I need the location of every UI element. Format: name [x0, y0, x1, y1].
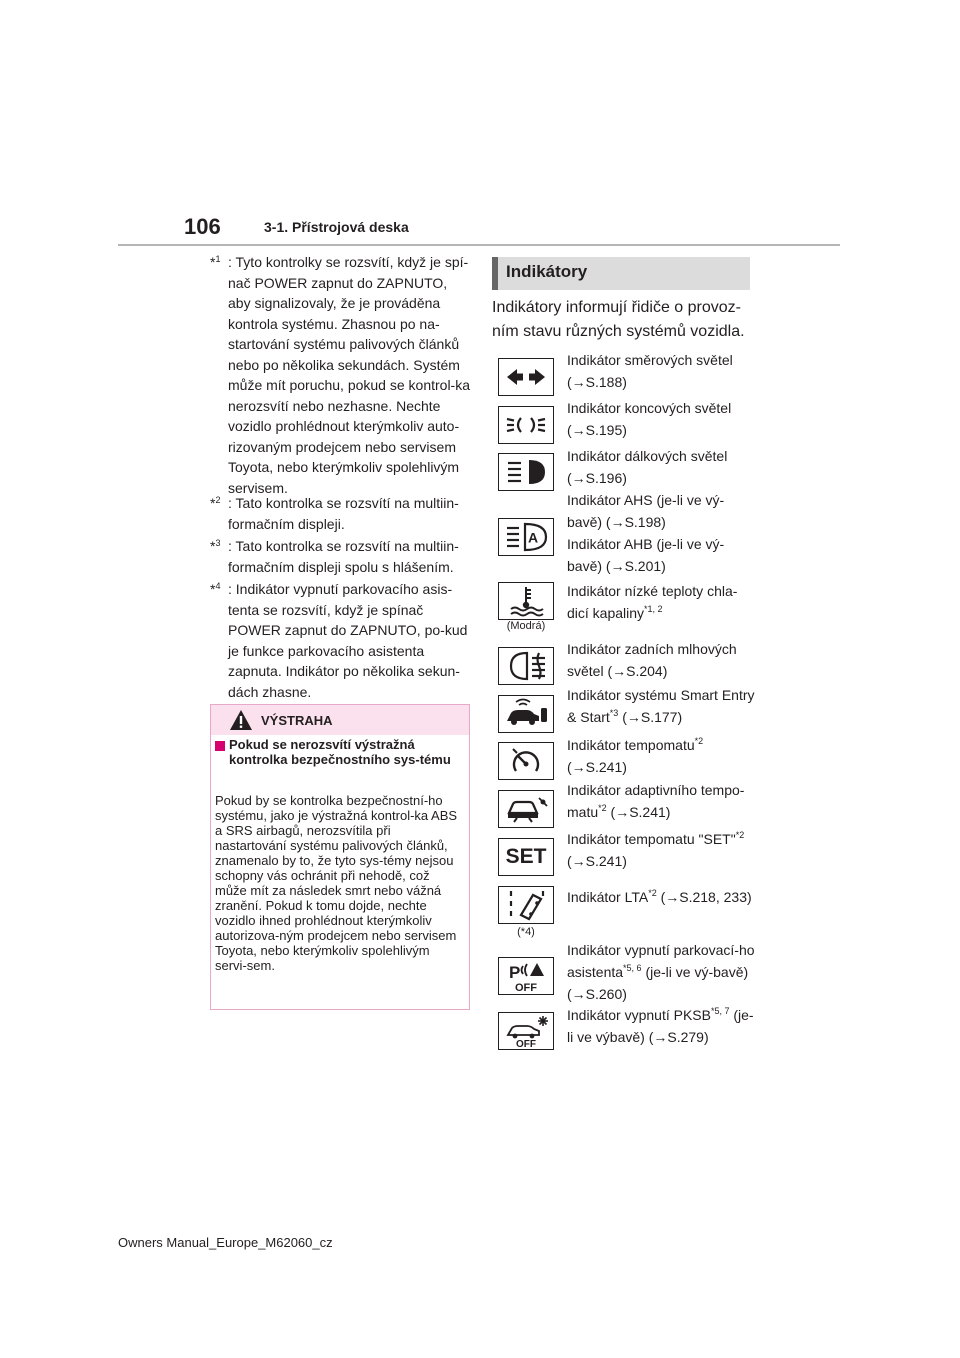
indicator-icon-box — [498, 695, 554, 733]
indicator-icon-box — [498, 957, 554, 995]
indicator-description: Indikátor AHS (je-li ve vý-bavě) (→S.198) — [567, 492, 725, 530]
indicator-description: Indikátor zadních mlhových světel (→S.204) — [567, 641, 737, 679]
footnote-text: : Tato kontrolka se rozsvítí na multiin-formačním displeji. — [228, 495, 459, 532]
set-icon: SET — [505, 845, 547, 868]
svg-text:P: P — [509, 963, 521, 982]
footnote-2 — [210, 493, 472, 534]
footnote-text: : Indikátor vypnutí parkovacího asis-tenta se rozsvítí, když je spínač POWER zapnut do ZAPNUTO, po-kud je funkce parkovacího asistenta zapnuta. Indikátor po několika sekun-dách zhasne. — [228, 581, 468, 700]
footnote-mark: *$^4$ — [210, 581, 221, 597]
svg-text:A: A — [527, 529, 539, 546]
indicator-icon-box — [498, 582, 554, 620]
indicator-description: Indikátor tempomatu "SET"$^{*2}$ (→S.241) — [567, 830, 745, 869]
indicator-description: Indikátor adaptivního tempo-matu$^{*2}$ (→S.241) — [567, 782, 745, 820]
header-divider — [118, 244, 840, 246]
warning-header — [211, 705, 469, 735]
footnote-mark: *$^3$ — [210, 538, 221, 554]
indicator-icon-box — [498, 1012, 554, 1050]
section-title: 3-1. Přístrojová deska — [264, 219, 409, 235]
warning-title: VÝSTRAHA — [261, 713, 333, 728]
indicator-icon-box — [498, 886, 554, 924]
indicator-icon-box — [498, 358, 554, 396]
indicator-description: Indikátor LTA$^{*2}$ (→S.218, 233) — [567, 888, 752, 905]
footnote-mark: *$^1$ — [210, 254, 221, 270]
bullet-square-icon — [215, 741, 225, 751]
section-heading — [492, 257, 750, 290]
section-intro: Indikátory informují řidiče o provoz-ním stavu různých systémů vozidla. — [492, 299, 745, 340]
pksb-off-icon — [499, 1013, 553, 1049]
indicator-icon-box — [498, 406, 554, 444]
indicator-description: Indikátor směrových světel (→S.188) — [567, 352, 733, 390]
indicator-description: Indikátor AHB (je-li ve vý-bavě) (→S.201) — [567, 536, 725, 574]
section-heading-title: Indikátory — [506, 262, 588, 281]
indicator-icon-box — [498, 838, 554, 876]
off-label: OFF — [516, 1039, 536, 1049]
indicator-description: Indikátor tempomatu$^{*2}$ (→S.241) — [567, 736, 704, 775]
parking-assist-off-icon — [499, 958, 553, 994]
indicator-description: Indikátor vypnutí PKSB$^{*5, 7}$ (je-li ve výbavě) (→S.279) — [567, 1006, 754, 1045]
page-number: 106 — [184, 214, 221, 239]
lta-icon — [499, 887, 553, 923]
auto-high-beam-icon — [499, 519, 553, 555]
indicator-icon-box — [498, 742, 554, 780]
footer-text: Owners Manual_Europe_M62060_cz — [118, 1235, 333, 1250]
adaptive-cruise-icon — [499, 791, 553, 827]
warning-body: Pokud by se kontrolka bezpečnostní-ho systému, jako je výstražná kontrol-ka ABS a SRS airbagů, nerozsvítila při nastartování systému palivových článků, znamenalo by to, že tyto sys-témy nejsou schopny vás ochránit při nehodě, což může mít za následek smrt nebo vážná zranění. Pokud k tomu dojde, nechte vozidlo ihned prohlédnout kterýmkoliv autorizova-ným prodejcem nebo servisem Toyota, nebo kterýmkoliv spolehlivým servi-sem. — [215, 793, 458, 973]
footnote-mark: *$^2$ — [210, 495, 221, 511]
footnote-3 — [210, 536, 472, 577]
indicator-description: Indikátor dálkových světel (→S.196) — [567, 448, 728, 486]
smart-entry-icon — [499, 696, 553, 732]
warning-box — [210, 704, 470, 1010]
footnote-text: : Tato kontrolka se rozsvítí na multiin-formačním displeji spolu s hlášením. — [228, 538, 459, 575]
rear-fog-light-icon — [499, 648, 553, 684]
warning-heading: Pokud se nerozsvítí výstražná kontrolka bezpečnostního sys-tému — [229, 737, 451, 767]
off-label: OFF — [515, 982, 537, 994]
indicator-icon-box — [498, 453, 554, 491]
high-beam-icon — [499, 454, 553, 490]
indicator-icon-box — [498, 647, 554, 685]
low-coolant-temp-icon — [499, 583, 553, 619]
indicator-description: Indikátor koncových světel (→S.195) — [567, 400, 732, 438]
tail-light-icon — [499, 407, 553, 443]
turn-signal-icon — [499, 359, 553, 395]
indicator-icon-box — [498, 518, 554, 556]
heading-accent-bar — [492, 257, 498, 290]
indicator-description: Indikátor nízké teploty chla-dicí kapaliny$^{*1, 2}$ — [567, 583, 738, 621]
warning-triangle-icon — [229, 709, 253, 731]
indicator-caption: (*4) — [517, 926, 535, 938]
indicator-icon-box — [498, 790, 554, 828]
footnote-1 — [210, 252, 472, 498]
indicator-description: Indikátor systému Smart Entry & Start$^{*3}$ (→S.177) — [567, 687, 755, 725]
indicator-description: Indikátor vypnutí parkovací-ho asistenta$^{*5, 6}$ (je-li ve vý-bavě) (→S.260) — [567, 942, 755, 1002]
cruise-control-icon — [499, 743, 553, 779]
indicator-caption: (Modrá) — [506, 620, 546, 632]
footnote-text: : Tyto kontrolky se rozsvítí, když je spí-nač POWER zapnut do ZAPNUTO, aby signalizovaly, že je prováděna kontrola systému. Zhasnou po na-startování systému palivových článků nebo po několika sekundách. Systém může mít poruchu, pokud se kontrol-ka nerozsvítí nebo nezhasne. Nechte vozidlo prohlédnout kterýmkoliv auto-rizovaným prodejcem nebo servisem Toyota, nebo kterýmkoliv spolehlivým servisem. — [228, 254, 471, 496]
footnote-4 — [210, 579, 472, 702]
